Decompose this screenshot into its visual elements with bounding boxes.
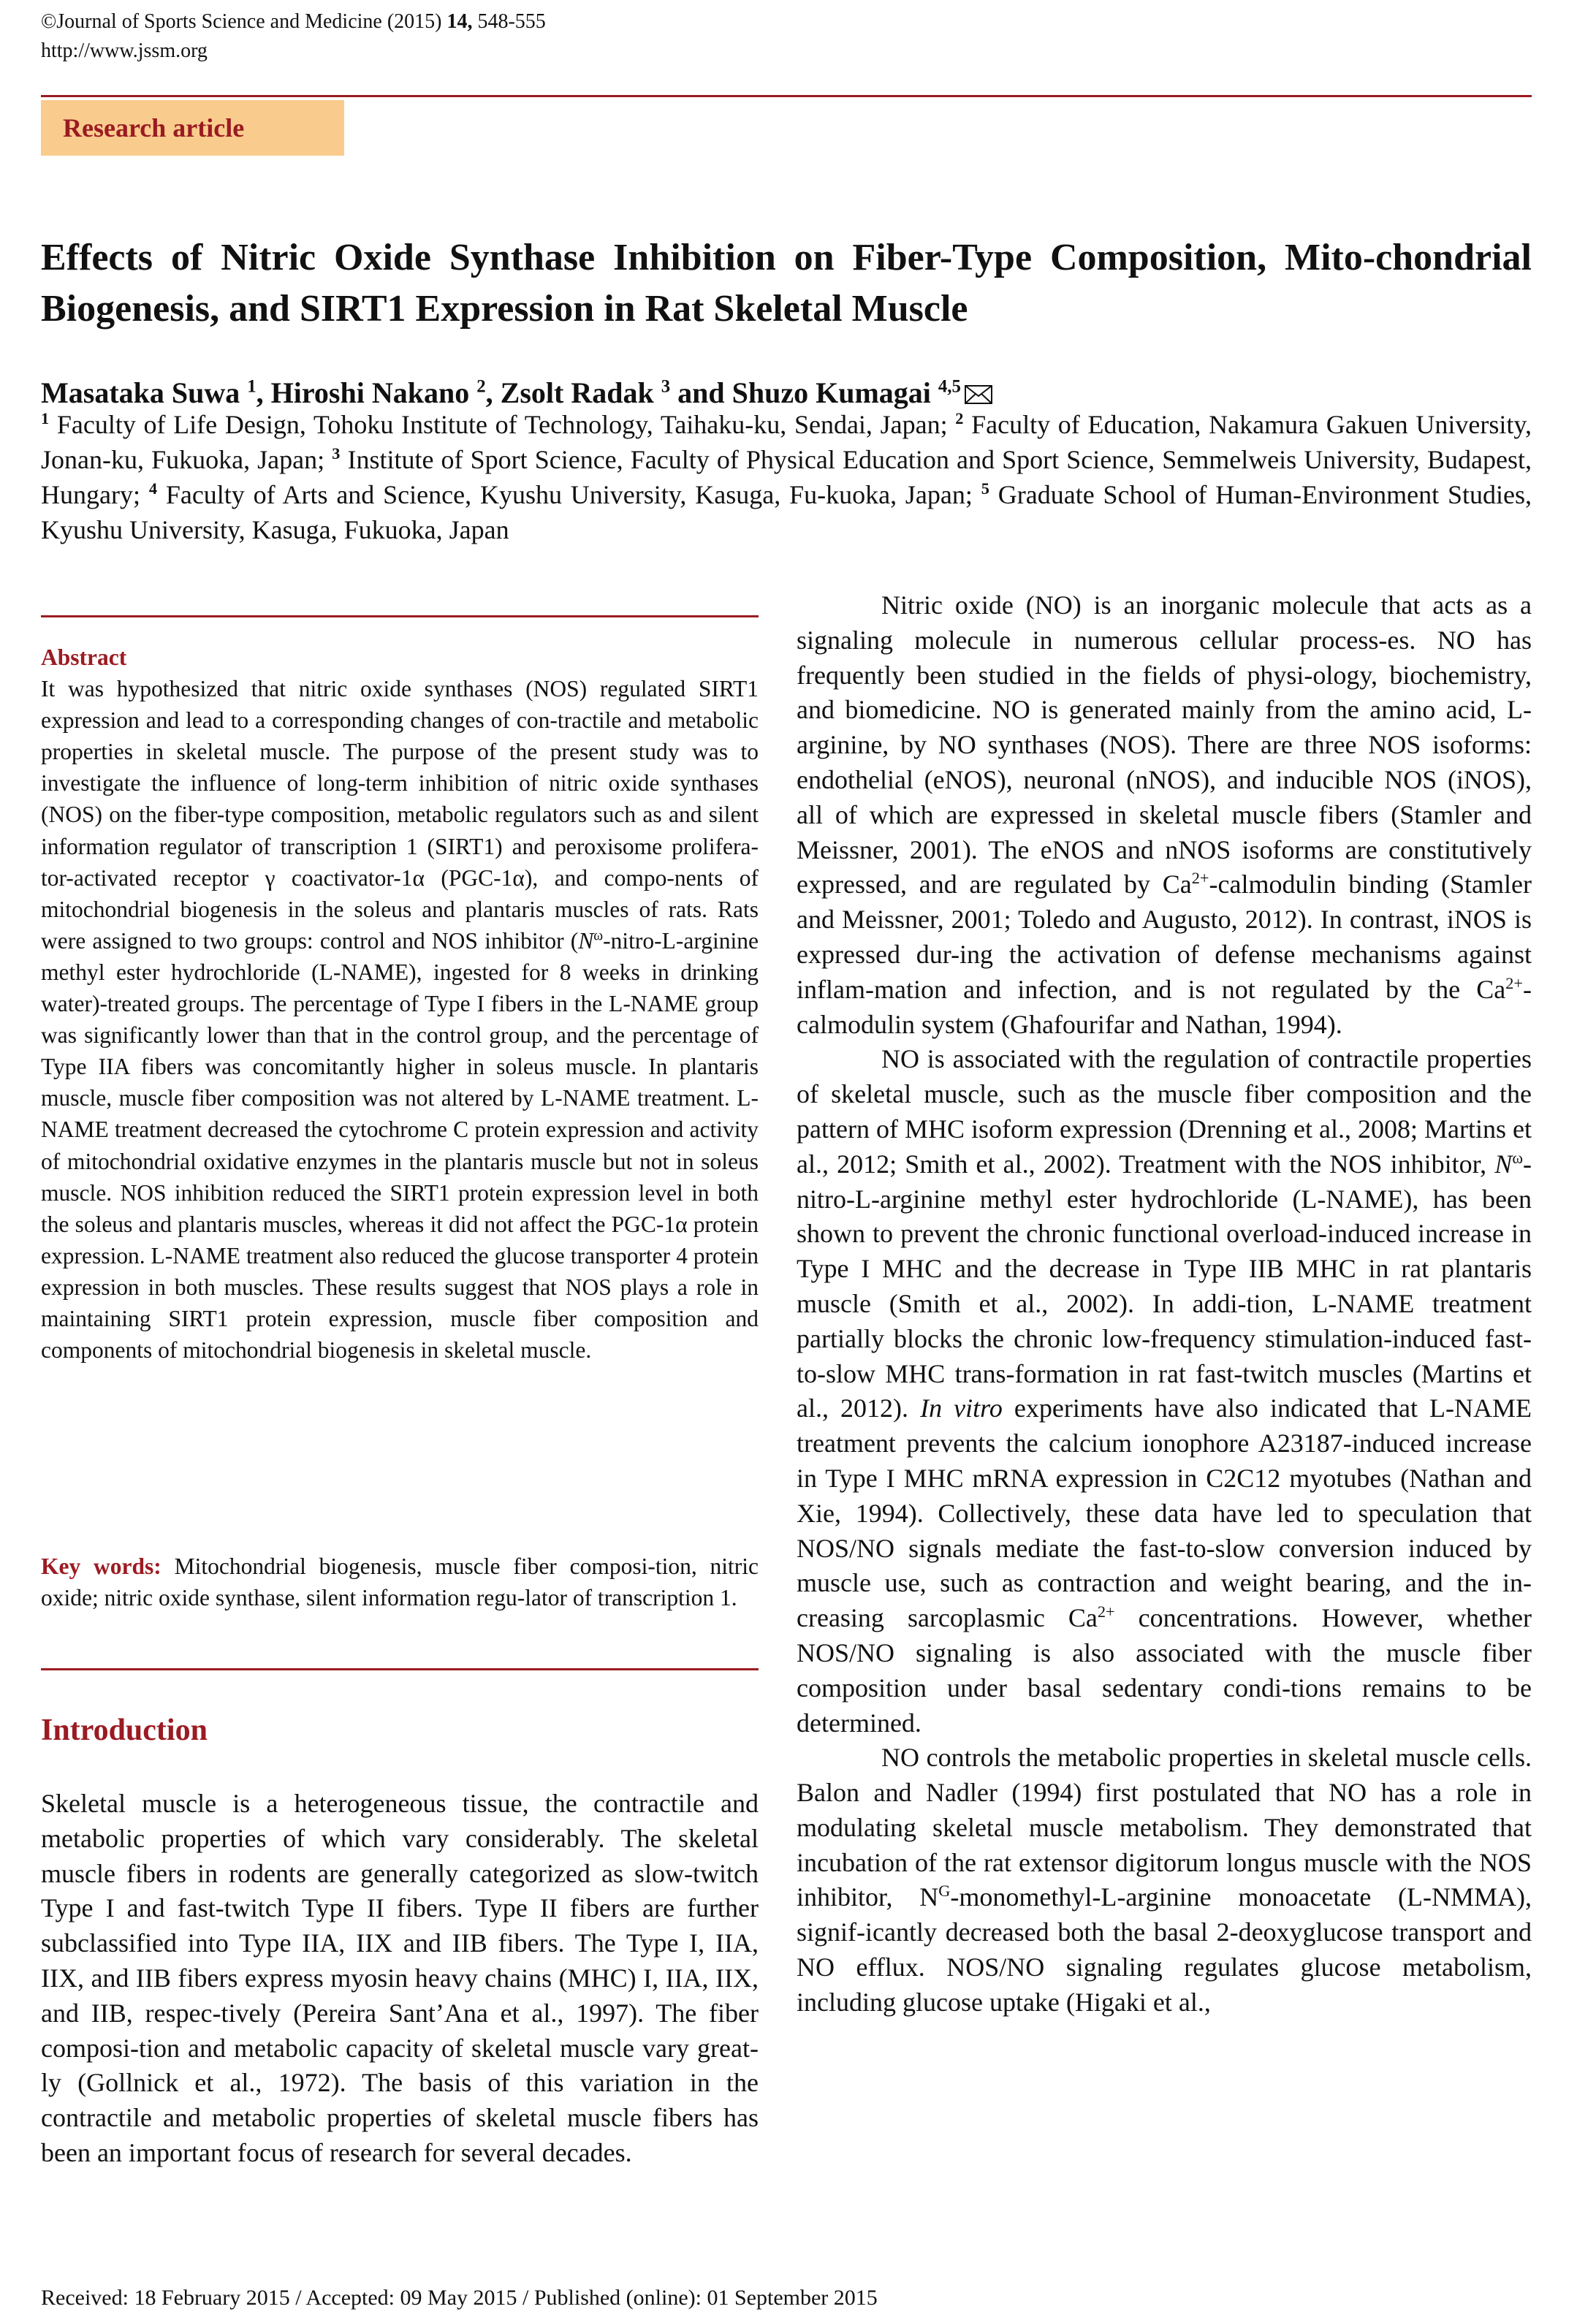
author-name: Shuzo Kumagai (732, 376, 931, 409)
right-column (797, 588, 1532, 2020)
abstract (41, 642, 759, 1366)
journal-url[interactable]: http://www.jssm.org (41, 39, 208, 62)
journal-volume: 14, (446, 10, 473, 33)
publication-dates: Received: 18 February 2015 / Accepted: 09 May 2015 / Published (online): 01 September 2015 (41, 2286, 878, 2310)
introduction-paragraph: Skeletal muscle is a heterogeneous tissue, the contractile and metabolic properties of which vary considerably. The skeletal muscle fibers in rodents are generally categorized as slow-twitch Type I and fast-twitch Type II fibers. Type II fibers are further subclassified into Type IIA, IIX and IIB fibers. The Type I, IIA, IIX, and IIB fibers express myosin heavy chains (MHC) I, IIA, IIX, and IIB, respec-tively (Pereira Sant’Ana et al., 1997). The fiber composi-tion and metabolic capacity of skeletal muscle vary great-ly (Gollnick et al., 1972). The basis of this variation in the contractile and metabolic properties of skeletal muscle fibers has been an important focus of research for several decades. (41, 1789, 759, 2167)
author-name: Hiroshi Nakano (270, 376, 470, 409)
affiliations: $^1$ Faculty of Life Design, Tohoku Institute of Technology, Taihaku-ku, Sendai, Japan; $^2$ Faculty of Education, Nakamura Gakuen University, Jonan-ku, Fukuoka, Japan; $^3$ Institute of Sport Science, Faculty of Physical Education and Sport Science, Semmelweis University, Budapest, Hungary; $^4$ Faculty of Arts and Science, Kyushu University, Kasuga, Fu-kuoka, Japan; $^5$ Graduate School of Human-Environment Studies, Kyushu University, Kasuga, Fukuoka, Japan (41, 409, 1532, 544)
body-paragraph: NO controls the metabolic properties in skeletal muscle cells. Balon and Nadler (1994) first postulated that NO has a role in modulating skeletal muscle metabolism. They demonstrated that incubation of the rat extensor digitorum longus muscle with the NOS inhibitor, $N^G-monomethyl-L$-arginine monoacetate (L-NMMA), signif-icantly decreased both the basal 2-deoxyglucose transport and NO efflux. NOS/NO signaling regulates glucose metabolism, including glucose uptake (Higaki et al., (797, 1743, 1532, 2017)
abstract-divider-bottom (41, 1668, 759, 1670)
keywords-label: Key words: (41, 1553, 162, 1579)
author-name: Masataka Suwa (41, 376, 240, 409)
paper-title: Effects of Nitric Oxide Synthase Inhibition on Fiber-Type Composition, Mito-chondrial Biogenesis, and SIRT1 Expression in Rat Skeletal Muscle (41, 237, 1532, 330)
article-type-badge: Research article (41, 100, 344, 156)
body-paragraph: NO is associated with the regulation of contractile properties of skeletal muscle, such as the muscle fiber composition and the pattern of MHC isoform expression (Drenning et al., 2008; Martins et al., 2012; Smith et al., 2002). Treatment with the NOS inhibitor, $N^\omega-nitro-L$-arginine methyl ester hydrochloride (L-NAME), has been shown to prevent the chronic functional overload-induced increase in Type I MHC and the decrease in Type IIB MHC in rat plantaris muscle (Smith et al., 2002). In addi-tion, L-NAME treatment partially blocks the chronic low-frequency stimulation-induced fast-to-slow MHC trans-formation in rat fast-twitch muscles (Martins et al., 2012). In vitro experiments have also indicated that L-NAME treatment prevents the calcium ionophore A23187-induced increase in Type I MHC mRNA expression in C2C12 myotubes (Nathan and Xie, 1994). Collectively, these data have led to speculation that NOS/NO signals mediate the fast-to-slow conversion induced by muscle use, such as contraction and weight bearing, and the in-creasing sarcoplasmic $Ca^{2+}$ concentrations. However, whether NOS/NO signaling is also associated with the muscle fiber composition under basal sedentary condi-tions remains to be determined. (797, 1044, 1532, 1738)
keywords (41, 1551, 759, 1613)
abstract-heading: Abstract (41, 644, 127, 670)
envelope-icon[interactable] (964, 384, 993, 406)
keywords-text: Mitochondrial biogenesis, muscle fiber composi-tion, nitric oxide; nitric oxide synthase, silent information regu-lator of transcription 1. (41, 1553, 759, 1611)
body-paragraph: Nitric oxide (NO) is an inorganic molecule that acts as a signaling molecule in numerous cellular process-es. NO has frequently been studied in the fields of physi-ology, biochemistry, and biomedicine. NO is generated mainly from the amino acid, L-arginine, by NO synthases (NOS). There are three NOS isoforms: endothelial (eNOS), neuronal (nNOS), and inducible NOS (iNOS), all of which are expressed in skeletal muscle fibers (Stamler and Meissner, 2001). The eNOS and nNOS isoforms are constitutively expressed, and are regulated by $Ca^{2+}$-calmodulin binding (Stamler and Meissner, 2001; Toledo and Augusto, 2012). In contrast, iNOS is expressed dur-ing the activation of defense mechanisms against inflam-mation and infection, and is not regulated by the $Ca^{2+}$-calmodulin system (Ghafourifar and Nathan, 1994). (797, 590, 1532, 1039)
author-list: Masataka Suwa $^1$, Hiroshi Nakano $^2$, Zsolt Radak $^3$ and Shuzo Kumagai $^{4,5}$ (41, 373, 1532, 414)
journal-header (41, 7, 546, 66)
header-divider (41, 95, 1532, 97)
abstract-divider-top (41, 615, 759, 617)
journal-citation: ©Journal of Sports Science and Medicine (2015) 14, 548-555 (41, 10, 546, 33)
introduction-heading: Introduction (41, 1714, 208, 1747)
abstract-text: It was hypothesized that nitric oxide synthases (NOS) regulated SIRT1 expression and lead to a corresponding changes of con-tractile and metabolic properties in skeletal muscle. The purpose of the present study was to investigate the influence of long-term inhibition of nitric oxide synthases (NOS) on the fiber-type composition, metabolic regulators such as and silent information regulator of transcription 1 (SIRT1) and peroxisome prolifera-tor-activated receptor γ coactivator-1α (PGC-1α), and compo-nents of mitochondrial biogenesis in the soleus and plantaris muscles of rats. Rats were assigned to two groups: control and NOS inhibitor ($N^\omega-nitro-L$-arginine methyl ester hydrochloride (L-NAME), ingested for 8 weeks in drinking water)-treated groups. The percentage of Type I fibers in the L-NAME group was significantly lower than that in the control group, and the percentage of Type IIA fibers was concomitantly higher in soleus muscle. In plantaris muscle, muscle fiber composition was not altered by L-NAME treatment. L-NAME treatment decreased the cytochrome C protein expression and activity of mitochondrial oxidative enzymes in the plantaris muscle but not in soleus muscle. NOS inhibition reduced the SIRT1 protein expression level in both the soleus and plantaris muscles, whereas it did not affect the PGC-1α protein expression. L-NAME treatment also reduced the glucose transporter 4 protein expression in both muscles. These results suggest that NOS plays a role in maintaining SIRT1 protein expression, muscle fiber composition and components of mitochondrial biogenesis in skeletal muscle. (41, 676, 759, 1364)
author-name: Zsolt Radak (500, 376, 654, 409)
